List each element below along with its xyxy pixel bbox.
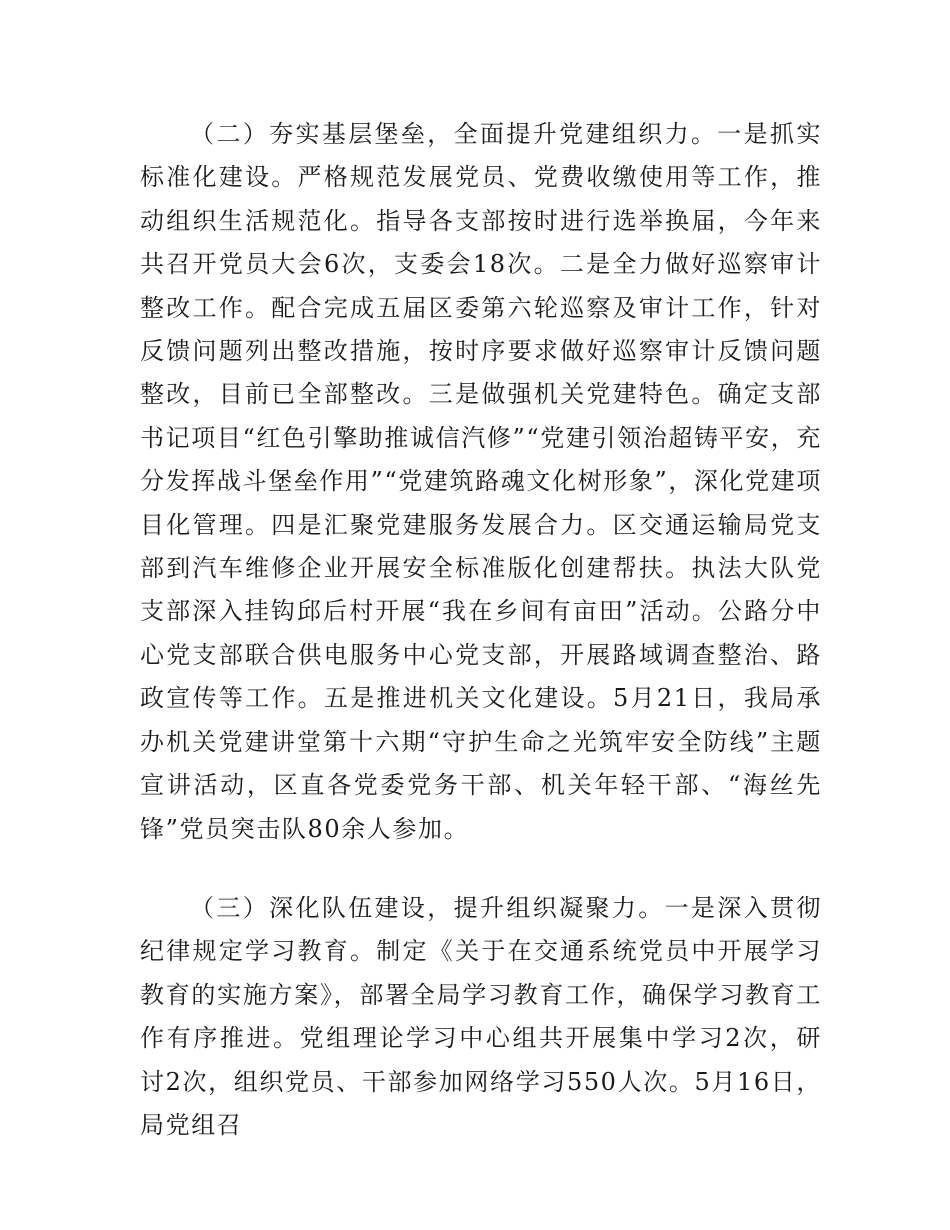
paragraph-section-2: （二）夯实基层堡垒，全面提升党建组织力。一是抓实标准化建设。严格规范发展党员、党费收缴使用等工作，推动组织生活规范化。指导各支部按时进行选举换届，今年来共召开党员大会6次，支委会18次。二是全力做好巡察审计整改工作。配合完成五届区委第六轮巡察及审计工作，针对反馈问题列出整改措施，按时序要求做好巡察审计反馈问题整改，目前已全部整改。三是做强机关党建特色。确定支部书记项目“红色引擎助推诚信汽修”“党建引领治超铸平安，充分发挥战斗堡垒作用”“党建筑路魂文化树形象”，深化党建项目化管理。四是汇聚党建服务发展合力。区交通运输局党支部到汽车维修企业开展安全标准版化创建帮扶。执法大队党支部深入挂钩邱后村开展“我在乡间有亩田”活动。公路分中心党支部联合供电服务中心党支部，开展路域调查整治、路政宣传等工作。五是推进机关文化建设。5月21日，我局承办机关党建讲堂第十六期“守护生命之光筑牢安全防线”主题宣讲活动，区直各党委党务干部、机关年轻干部、“海丝先锋”党员突击队80余人参加。 (140, 120, 822, 843)
paragraph-section-3: （三）深化队伍建设，提升组织凝聚力。一是深入贯彻纪律规定学习教育。制定《关于在交通系统党员中开展学习教育的实施方案》，部署全局学习教育工作，确保学习教育工作有序推进。党组理论学习中心组共开展集中学习2次，研讨2次，组织党员、干部参加网络学习550人次。5月16日，局党组召 (140, 894, 822, 1140)
